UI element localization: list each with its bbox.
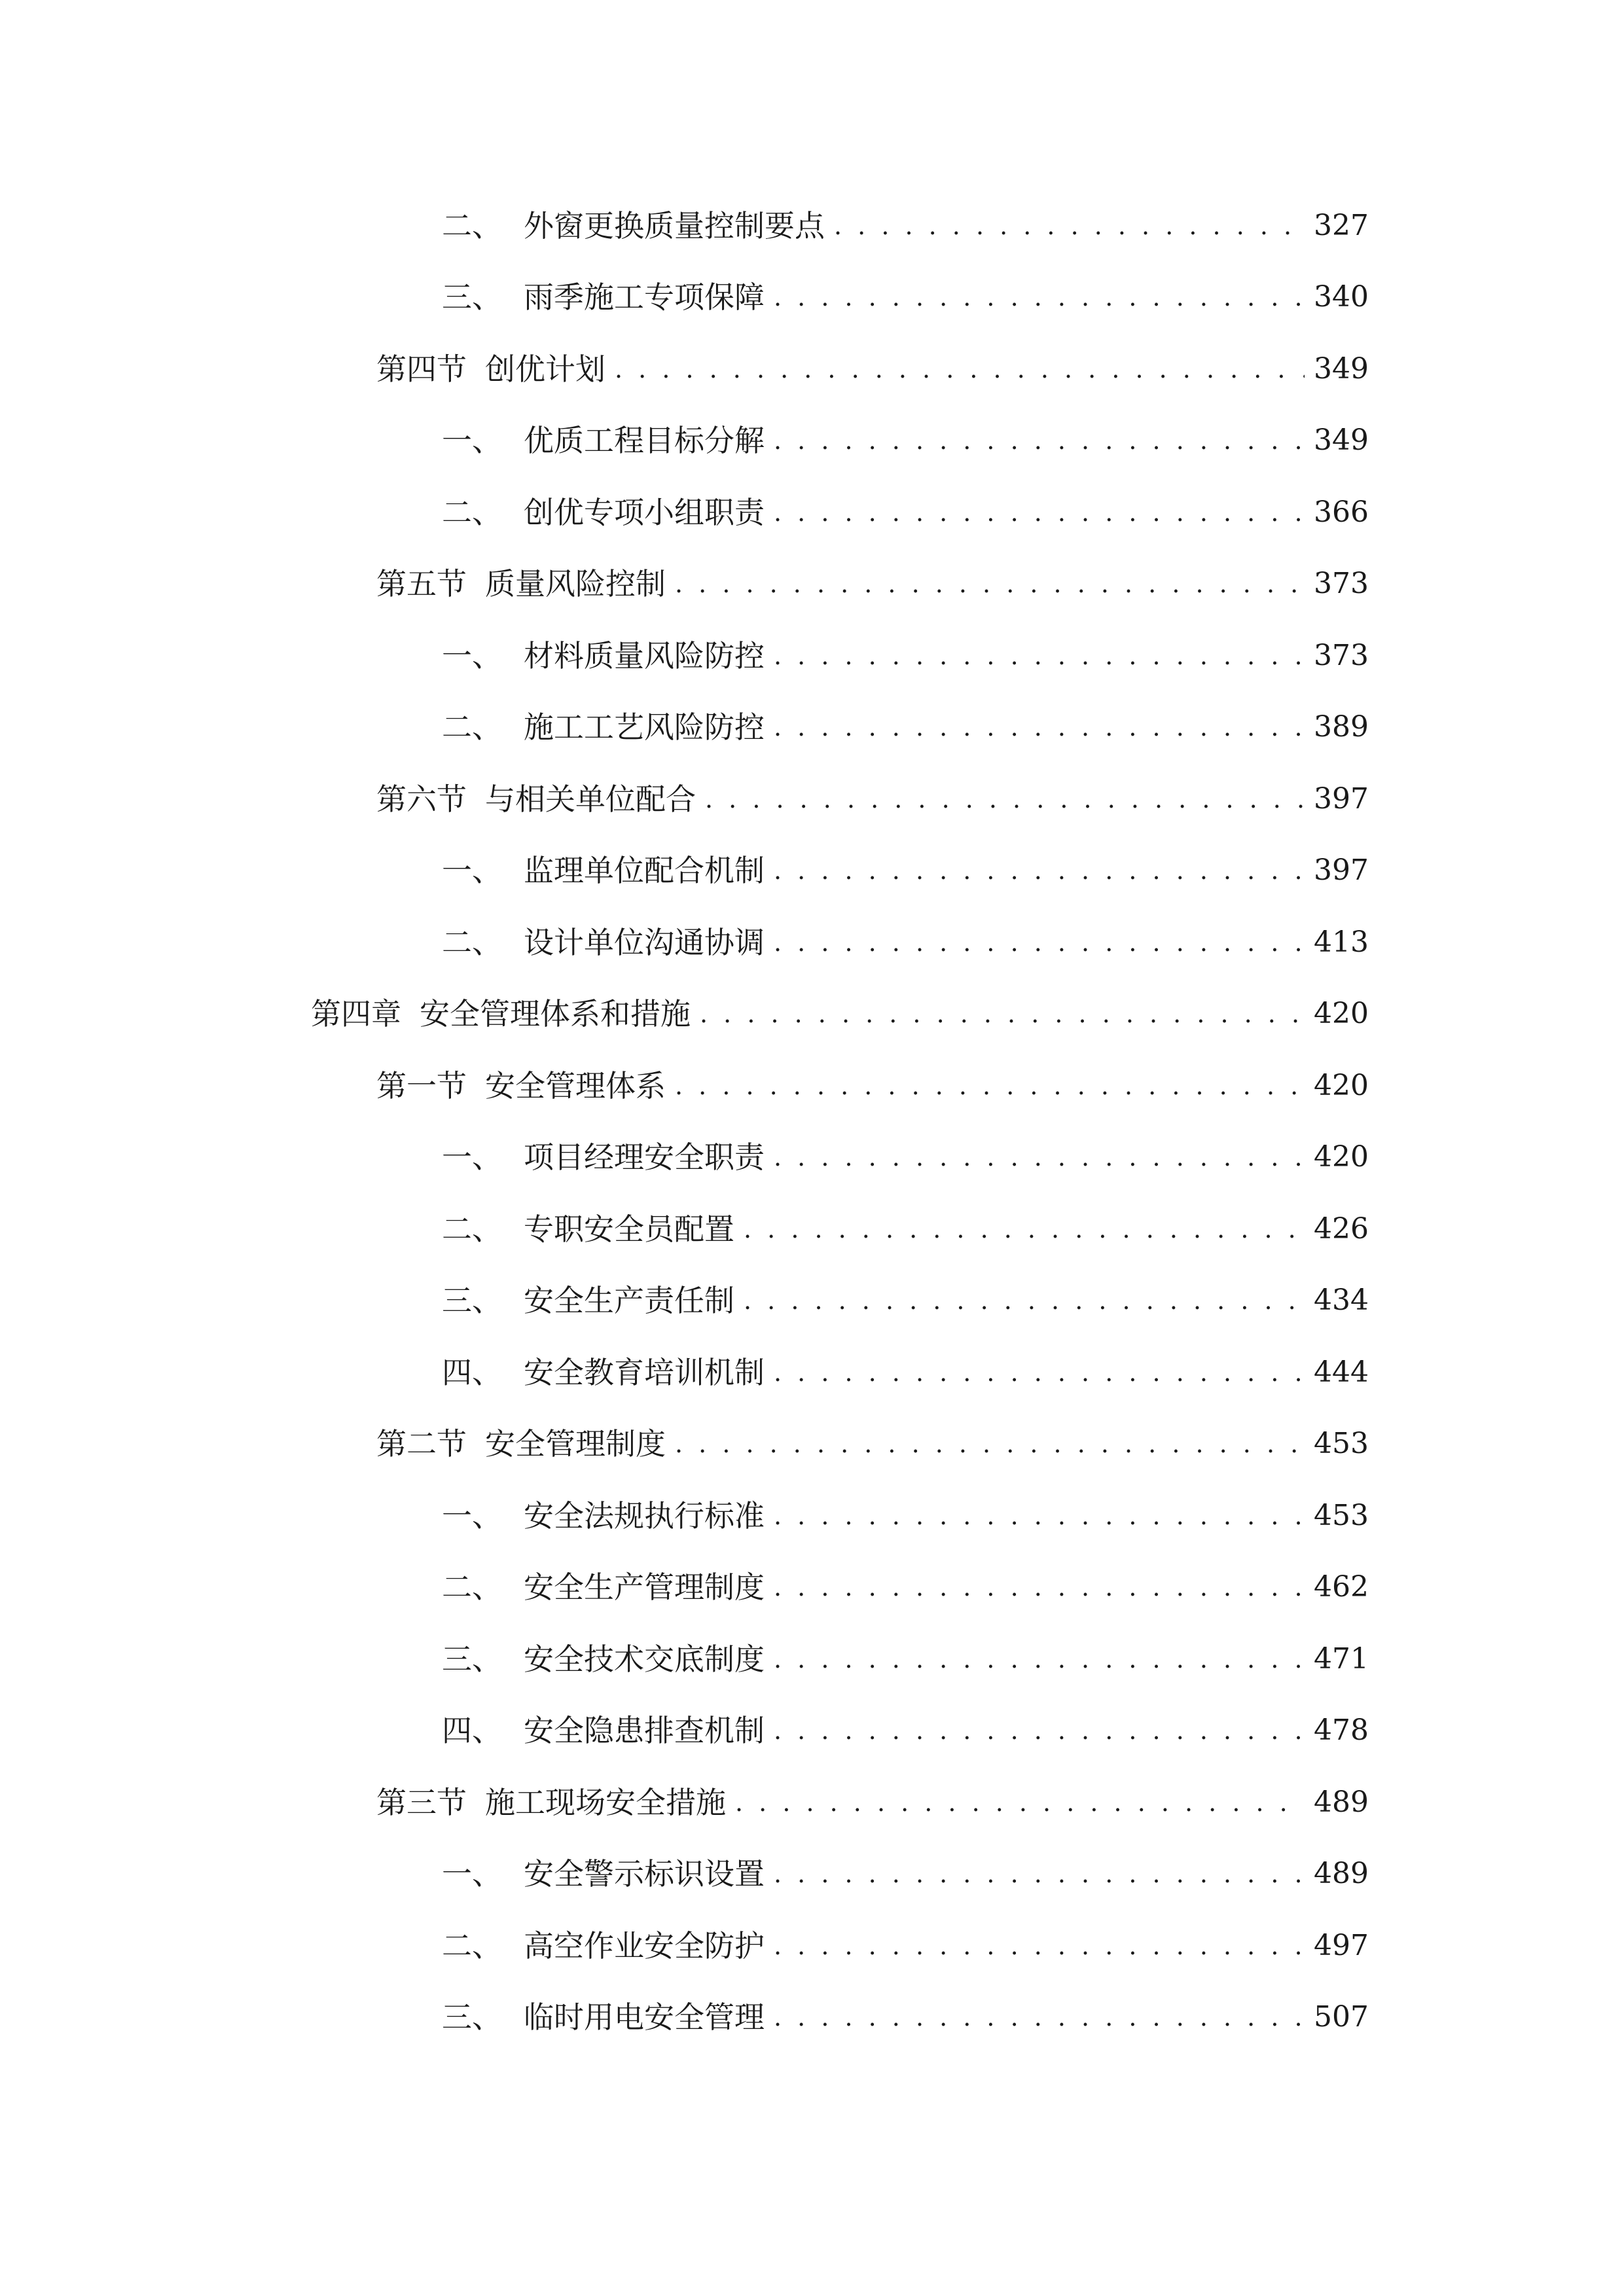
toc-entry-page-number: 349 [1314, 423, 1369, 457]
toc-entry-title: 优质工程目标分解 [524, 423, 765, 459]
toc-entry-title: 安全管理体系和措施 [420, 996, 691, 1032]
dot-leader [774, 923, 1305, 962]
toc-entry-line [442, 1711, 1369, 1750]
toc-entry-page-number: 497 [1314, 1928, 1369, 1962]
dot-leader [675, 1424, 1305, 1463]
toc-entry-page-number: 413 [1314, 925, 1369, 959]
dot-leader [774, 1926, 1305, 1965]
toc-entry-page-number: 397 [1314, 853, 1369, 888]
toc-entry-title: 安全法规执行标准 [524, 1498, 765, 1534]
toc-entry-line [442, 421, 1369, 460]
toc-entry-number: 一、 [442, 637, 502, 673]
toc-entry-title: 专职安全员配置 [524, 1211, 734, 1247]
toc-entry-page-number: 373 [1314, 638, 1369, 672]
dot-leader [700, 994, 1305, 1033]
toc-entry-title: 高空作业安全防护 [524, 1928, 765, 1964]
toc-entry-page-number: 507 [1314, 2000, 1369, 2034]
toc-entry-line [442, 1281, 1369, 1320]
toc-entry-page-number: 420 [1314, 1068, 1369, 1102]
dot-leader [774, 1353, 1305, 1392]
toc-entry-page-number: 478 [1314, 1713, 1369, 1748]
toc-entry[interactable] [0, 1767, 1624, 1839]
toc-entry[interactable] [0, 1910, 1624, 1982]
dot-leader [774, 1138, 1305, 1177]
toc-entry-number: 三、 [442, 1283, 502, 1319]
toc-entry[interactable] [0, 1982, 1624, 2054]
toc-entry-title: 质量风险控制 [485, 566, 666, 602]
toc-entry-line [376, 780, 1369, 819]
dot-leader [774, 636, 1305, 675]
toc-entry-line [442, 1926, 1369, 1965]
toc-entry-page-number: 444 [1314, 1355, 1369, 1389]
toc-entry-number: 四、 [442, 1354, 502, 1390]
toc-entry-page-number: 489 [1314, 1785, 1369, 1819]
dot-leader [705, 780, 1305, 819]
toc-entry-page-number: 420 [1314, 1140, 1369, 1174]
toc-entry-number: 三、 [442, 279, 502, 315]
toc-entry-number: 二、 [442, 494, 502, 530]
toc-entry-line [442, 1210, 1369, 1249]
dot-leader [774, 851, 1305, 890]
toc-entry-page-number: 434 [1314, 1283, 1369, 1318]
dot-leader [735, 1783, 1305, 1822]
toc-entry-page-number: 389 [1314, 710, 1369, 744]
dot-leader [774, 1998, 1305, 2037]
dot-leader [774, 493, 1305, 532]
toc-entry-page-number: 366 [1314, 495, 1369, 529]
toc-entry-line [442, 851, 1369, 890]
toc-entry-title: 外窗更换质量控制要点 [524, 207, 825, 243]
dot-leader [675, 564, 1305, 603]
toc-entry-number: 一、 [442, 1139, 502, 1175]
toc-entry[interactable] [0, 906, 1624, 978]
dot-leader [615, 350, 1305, 389]
toc-entry-page-number: 489 [1314, 1857, 1369, 1891]
toc-entry-page-number: 373 [1314, 567, 1369, 601]
toc-entry-title: 临时用电安全管理 [524, 2000, 765, 2036]
toc-entry[interactable] [0, 1552, 1624, 1624]
toc-entry-page-number: 340 [1314, 280, 1369, 314]
toc-entry[interactable] [0, 1408, 1624, 1480]
toc-entry-number: 二、 [442, 1928, 502, 1964]
toc-entry[interactable] [0, 333, 1624, 405]
toc-entry-number: 第一节 [376, 1067, 467, 1103]
toc-entry-page-number: 349 [1314, 351, 1369, 386]
toc-entry-line [376, 1424, 1369, 1463]
toc-entry[interactable] [0, 1623, 1624, 1695]
toc-entry[interactable] [0, 978, 1624, 1050]
dot-leader [675, 1066, 1305, 1105]
dot-leader [774, 1496, 1305, 1535]
toc-entry[interactable] [0, 1050, 1624, 1122]
toc-entry-page-number: 420 [1314, 997, 1369, 1031]
toc-entry-line [442, 1998, 1369, 2037]
toc-entry-line [442, 1138, 1369, 1177]
toc-entry-line [442, 1568, 1369, 1607]
dot-leader [744, 1281, 1305, 1320]
toc-entry[interactable] [0, 763, 1624, 835]
toc-entry-number: 二、 [442, 924, 502, 960]
toc-entry[interactable] [0, 190, 1624, 262]
toc-entry-line [376, 350, 1369, 389]
toc-entry-line [376, 1066, 1369, 1105]
toc-entry-title: 设计单位沟通协调 [524, 924, 765, 960]
toc-entry[interactable] [0, 548, 1624, 620]
dot-leader [774, 1854, 1305, 1893]
toc-entry-title: 安全隐患排查机制 [524, 1713, 765, 1749]
toc-entry-number: 第五节 [376, 566, 467, 602]
toc-entry[interactable] [0, 692, 1624, 764]
toc-entry-title: 项目经理安全职责 [524, 1139, 765, 1175]
toc-entry-number: 二、 [442, 709, 502, 745]
toc-entry-line [442, 493, 1369, 532]
toc-entry-number: 第四节 [376, 351, 467, 387]
toc-entry-number: 一、 [442, 853, 502, 889]
toc-entry-title: 安全技术交底制度 [524, 1641, 765, 1677]
toc-entry-title: 安全管理体系 [485, 1067, 666, 1103]
toc-entry[interactable] [0, 1839, 1624, 1910]
toc-entry-number: 四、 [442, 1713, 502, 1749]
dot-leader [774, 1711, 1305, 1750]
toc-entry[interactable] [0, 1122, 1624, 1194]
dot-leader [774, 421, 1305, 460]
toc-entry-line [442, 1353, 1369, 1392]
dot-leader [774, 278, 1305, 317]
toc-entry-title: 安全生产责任制 [524, 1283, 734, 1319]
toc-entry[interactable] [0, 1336, 1624, 1408]
dot-leader [834, 206, 1305, 245]
toc-entry-page-number: 471 [1314, 1641, 1369, 1676]
toc-entry-page-number: 327 [1314, 208, 1369, 242]
toc-entry-title: 施工工艺风险防控 [524, 709, 765, 745]
toc-entry-title: 雨季施工专项保障 [524, 279, 765, 315]
toc-entry-number: 三、 [442, 1641, 502, 1677]
toc-entry-page-number: 426 [1314, 1211, 1369, 1246]
toc-entry-title: 施工现场安全措施 [485, 1784, 726, 1820]
toc-entry[interactable] [0, 1480, 1624, 1552]
toc-entry-number: 一、 [442, 1856, 502, 1892]
toc-entry[interactable] [0, 1695, 1624, 1767]
toc-entry-line [376, 1783, 1369, 1822]
toc-entry-line [442, 1854, 1369, 1893]
toc-entry[interactable] [0, 835, 1624, 907]
toc-entry-number: 二、 [442, 1211, 502, 1247]
toc-entry[interactable] [0, 1193, 1624, 1265]
toc-entry-page-number: 462 [1314, 1570, 1369, 1604]
toc-entry-number: 二、 [442, 207, 502, 243]
toc-entry-title: 安全生产管理制度 [524, 1570, 765, 1605]
toc-entry-number: 一、 [442, 1498, 502, 1534]
toc-entry-number: 第六节 [376, 781, 467, 817]
toc-entry-title: 创优专项小组职责 [524, 494, 765, 530]
toc-entry-title: 安全教育培训机制 [524, 1354, 765, 1390]
dot-leader [774, 1568, 1305, 1607]
toc-entry-number: 第二节 [376, 1426, 467, 1462]
toc-entry-page-number: 453 [1314, 1427, 1369, 1461]
toc-entry-number: 三、 [442, 2000, 502, 2036]
toc-entry[interactable] [0, 476, 1624, 548]
toc-entry[interactable] [0, 262, 1624, 334]
toc-entry[interactable] [0, 620, 1624, 692]
toc-entry-page-number: 453 [1314, 1498, 1369, 1532]
toc-entry-number: 一、 [442, 423, 502, 459]
table-of-contents [0, 190, 1624, 2053]
toc-entry-number: 第四章 [311, 996, 401, 1032]
toc-entry-line [442, 636, 1369, 675]
toc-entry-number: 第三节 [376, 1784, 467, 1820]
toc-entry-title: 与相关单位配合 [485, 781, 696, 817]
toc-entry-line [442, 206, 1369, 245]
toc-entry-line [442, 708, 1369, 747]
toc-entry-title: 创优计划 [485, 351, 605, 387]
toc-entry-line [442, 923, 1369, 962]
toc-entry-line [442, 278, 1369, 317]
toc-entry-line [311, 994, 1369, 1033]
toc-entry-line [442, 1640, 1369, 1679]
dot-leader [774, 1640, 1305, 1679]
toc-entry-line [376, 564, 1369, 603]
toc-entry[interactable] [0, 1265, 1624, 1337]
toc-entry-title: 材料质量风险防控 [524, 637, 765, 673]
toc-entry-title: 监理单位配合机制 [524, 853, 765, 889]
toc-entry-title: 安全管理制度 [485, 1426, 666, 1462]
toc-entry-line [442, 1496, 1369, 1535]
dot-leader [774, 708, 1305, 747]
toc-entry-page-number: 397 [1314, 781, 1369, 816]
dot-leader [744, 1210, 1305, 1249]
toc-entry-title: 安全警示标识设置 [524, 1856, 765, 1892]
toc-entry-number: 二、 [442, 1570, 502, 1605]
toc-entry[interactable] [0, 405, 1624, 477]
